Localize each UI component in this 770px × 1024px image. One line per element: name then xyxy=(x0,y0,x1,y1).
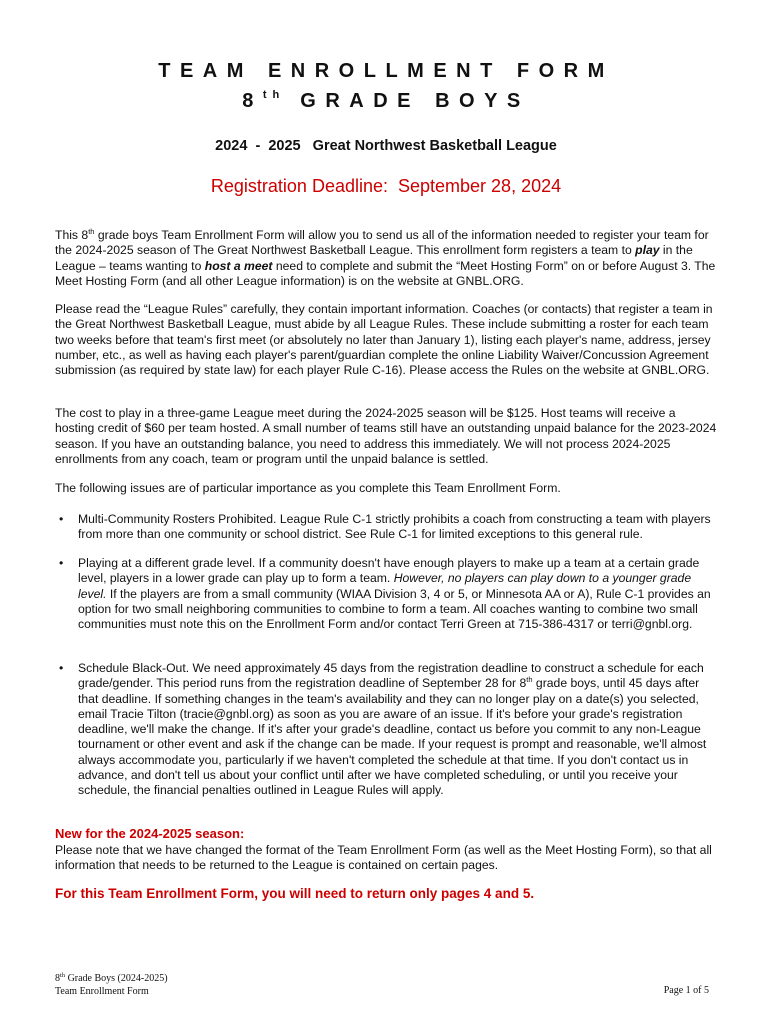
league-season-line: 2024 - 2025 Great Northwest Basketball League xyxy=(215,138,557,154)
new-season-body: Please note that we have changed the format of the Team Enrollment Form (as well as the Meet Hosting Form), so that all information that needs to be returned to the League is contained on certain pages. xyxy=(55,843,712,873)
issues-intro: The following issues are of particular importance as you complete this Team Enrollment Form. xyxy=(55,481,561,495)
bullet-dot: • xyxy=(59,556,64,570)
grade-label: GRADE BOYS xyxy=(300,90,530,112)
grade-number: 8 xyxy=(242,90,263,112)
bullet-text: Multi-Community Rosters Prohibited. League Rule C-1 strictly prohibits a coach from constructing a team with players from more than one community or school district. See Rule C-1 for limited exceptions to this general rule. xyxy=(78,512,711,542)
intro-paragraph xyxy=(55,228,717,289)
intro-play-emphasis: play xyxy=(635,243,660,258)
footer-line2: Team Enrollment Form xyxy=(55,986,149,997)
bullet-dot: • xyxy=(59,512,64,526)
form-title: TEAM ENROLLMENT FORM xyxy=(158,60,614,82)
footer-sup: th xyxy=(60,972,66,979)
bullet-grade-level xyxy=(55,556,717,632)
bullet-dot: • xyxy=(59,661,64,675)
grade-level-text-b: If the players are from a small community (WIAA Division 3, 4 or 5, or Minnesota AA or A), Rule C-1 provides an option for two small neighboring communities to combine to form a team. All coaches wanting to combine two small communities must note this on the Enrollment Form and/or contact Terri Green at 715-386-4317 or terri@gnbl.org. xyxy=(78,586,711,632)
intro-text-a: This 8 xyxy=(55,228,89,242)
intro-sup: th xyxy=(88,227,95,236)
footer-grade: 8 xyxy=(55,973,60,984)
footer-form-label xyxy=(55,972,168,998)
form-subtitle xyxy=(55,89,717,113)
intro-text-c: in the League – teams wanting to xyxy=(55,243,693,273)
blackout-text-a: Schedule Black-Out. We need approximately 45 days from the registration deadline to construct a schedule for each grade/gender. This period runs from the registration deadline of September 28 for 8 xyxy=(78,661,704,691)
blackout-text-b: grade boys, until 45 days after that deadline. If something changes in the team's availability and they can no longer play on a date(s) you selected, email Tracie Tilton (tracie@gnbl.org) as soon as you are aware of an issue. If it's before your grade's registration deadline, we'll make the change. If it's after your grade's deadline, contact us before you commit to any non-League tournament or other event and ask if the change can be made. If your request is prompt and reasonable, we'll almost always accommodate you, particularly if we haven't completed the schedule at that time. If you don't contact us in advance, and don't tell us about your conflict until after we have completed scheduling, or until you receive your schedule, the financial penalties outlined in League Rules will apply. xyxy=(78,676,707,798)
registration-deadline: Registration Deadline: September 28, 2024 xyxy=(210,176,562,196)
cost-paragraph: The cost to play in a three-game League meet during the 2024-2025 season will be $125. Host teams will receive a hosting credit of $60 per team hosted. A small number of teams still have an outstanding unpaid balance for the 2023-2024 season. If you have an outstanding balance, you need to address this immediately. We will not process 2024-2025 enrollments from any coach, team or program until the unpaid balance is settled. xyxy=(55,406,717,466)
grade-level-italic: However, no players can play down to a younger grade level. xyxy=(78,571,692,601)
intro-text-d: need to complete and submit the “Meet Hosting Form” on or before August 3. The Meet Hosting Form (and all other League information) is on the website at GNBL.ORG. xyxy=(55,258,716,288)
rules-paragraph: Please read the “League Rules” carefully, they contain important information. Coaches (or contacts) that register a team in the Great Northwest Basketball League, must abide by all League Rules. These include submitting a roster for each team two weeks before that team's first meet (or absolutely no later than January 1), listing each player's name, address, jersey number, etc., as well as having each player's parent/guardian complete the online Liability Waiver/Concussion Agreement submission (as required by state law) for each player Rule C-16). Please access the Rules on the website at GNBL.ORG. xyxy=(55,302,713,378)
page-number: Page 1 of 5 xyxy=(663,985,709,996)
footer-line1 xyxy=(55,972,168,985)
blackout-sup: th xyxy=(526,675,533,685)
bullet-schedule-blackout xyxy=(55,661,717,799)
bullet-text xyxy=(78,556,717,632)
intro-host-emphasis: host a meet xyxy=(204,258,273,273)
new-season-heading: New for the 2024-2025 season: xyxy=(55,826,245,841)
grade-suffix: th xyxy=(262,89,286,101)
return-pages-note: For this Team Enrollment Form, you will need to return only pages 4 and 5. xyxy=(55,886,535,901)
bullet-text xyxy=(78,661,717,799)
footer-grade-text: Grade Boys (2024-2025) xyxy=(65,973,168,984)
bullet-multi-community xyxy=(55,512,717,543)
grade-level-text-a: Playing at a different grade level. If a community doesn't have enough players to make up a team at a certain grade level, players in a lower grade can play up to form a team. xyxy=(78,556,700,586)
intro-text-b: grade boys Team Enrollment Form will allow you to send us all of the information needed to register your team for the 2024-2025 season of The Great Northwest Basketball League. This enrollment form registers a team to xyxy=(55,228,709,258)
